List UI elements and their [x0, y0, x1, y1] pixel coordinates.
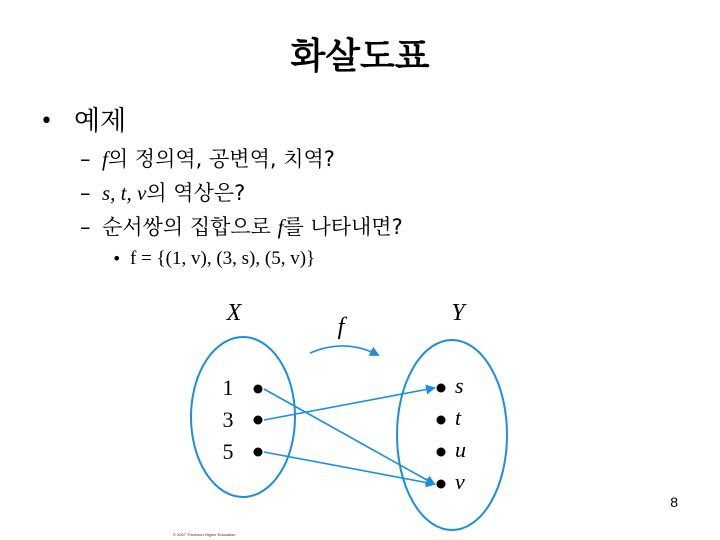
domain-point: [254, 385, 263, 394]
slide-title: 화살도표: [290, 36, 430, 77]
var-f: f: [277, 215, 284, 239]
codomain-point: [437, 448, 446, 457]
codomain-element-label: v: [455, 469, 465, 494]
codomain-element-label: t: [455, 405, 462, 430]
codomain-point: [437, 384, 446, 393]
codomain-element-label: s: [455, 373, 464, 398]
var-f: f: [102, 147, 108, 171]
codomain-ellipse: [397, 340, 507, 530]
mapping-arrow: [264, 452, 434, 484]
function-set-notation: f = {(1, v), (3, s), (5, v)}: [130, 248, 316, 269]
var-stv: s, t, v: [102, 181, 147, 205]
page-number: 8: [670, 494, 678, 510]
domain-point: [254, 416, 263, 425]
sub-bullet-2-rest: 의 역상은?: [146, 181, 246, 205]
dash-mark: –: [80, 181, 91, 205]
bullet-heading: 예제: [74, 106, 127, 137]
domain-elements: [223, 375, 263, 464]
dash-mark: –: [80, 215, 91, 239]
codomain-element-label: u: [455, 437, 466, 462]
mapping-arrows: [264, 388, 434, 484]
codomain-label: Y: [451, 300, 465, 326]
codomain-elements: [437, 373, 467, 494]
copyright-notice: © 2007 Thomson Higher Education: [173, 532, 236, 537]
dash-mark: –: [80, 147, 91, 171]
sub-bullet-1-rest: 의 정의역, 공변역, 치역?: [107, 147, 335, 171]
domain-point: [254, 448, 263, 457]
function-curve-arrow: [310, 346, 378, 355]
bullet-dot: •: [40, 109, 53, 134]
domain-element-label: 5: [222, 439, 234, 464]
codomain-point: [437, 480, 446, 489]
sub-bullet-3-rest: 를 나타내면?: [283, 215, 403, 239]
domain-label: X: [226, 300, 242, 326]
domain-element-label: 3: [222, 407, 234, 432]
domain-element-label: 1: [222, 375, 234, 400]
bullet-dot: •: [112, 249, 122, 268]
codomain-point: [437, 416, 446, 425]
function-label: f: [337, 314, 345, 340]
sub-bullet-3-pre: 순서쌍의 집합으로: [102, 215, 278, 239]
